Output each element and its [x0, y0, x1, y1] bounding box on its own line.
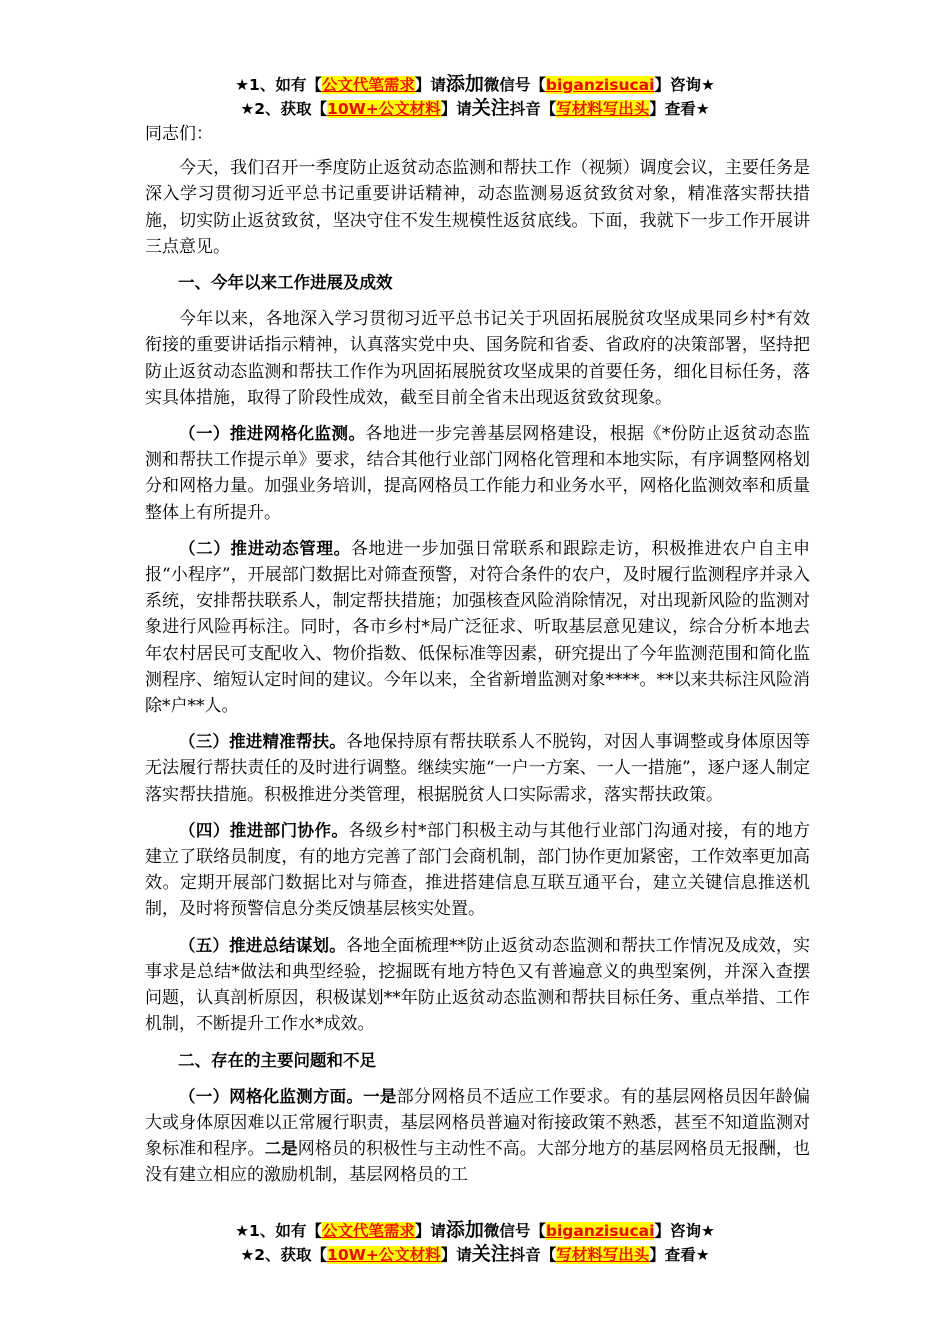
section-summary-planning: （五）推进总结谋划。各地全面梳理**防止返贫动态监测和帮扶工作情况及成效，实事求是总结*做法和典型经验，挖掘既有地方特色又有普遍意义的典型案例，并深入查摆问题，认真剖析原因，积极谋划**年防止返贫动态监测和帮扶目标任务、重点举措、工作机制，不断提升工作水*成效。 — [145, 935, 811, 1035]
heading-1: 一、今年以来工作进展及成效 — [178, 273, 393, 293]
paragraph-intro: 今天，我们召开一季度防止返贫动态监测和帮扶工作（视频）调度会议，主要任务是深入学习贯彻习近平总书记重要讲话精神，动态监测易返贫致贫对象，精准落实帮扶措施，切实防止返贫致贫，坚决守住不发生规模性返贫底线。下面，我就下一步工作开展讲三点意见。 — [145, 158, 810, 257]
greeting: 同志们： — [145, 124, 213, 144]
bottom-banner-line-2: ★2、获取【10W+公文材料】请关注抖音【写材料写出头】查看★ — [240, 1243, 710, 1265]
section-department-cooperation: （四）推进部门协作。各级乡村*部门积极主动与其他行业部门沟通对接，有的地方建立了联络员制度，有的地方完善了部门会商机制，部门协作更加紧密，工作效率更加高效。定期开展部门数据比对与筛查，推进搭建信息互联互通平台，建立关键信息推送机制，及时将预警信息分类反馈基层核实处置。 — [145, 820, 811, 920]
top-banner-line-2: ★2、获取【10W+公文材料】请关注抖音【写材料写出头】查看★ — [240, 97, 710, 119]
section-precise-assistance: （三）推进精准帮扶。各地保持原有帮扶联系人不脱钩，对因人事调整或身体原因等无法履行帮扶责任的及时进行调整。继续实施“一户一方案、一人一措施”，逐户逐人制定落实帮扶措施。积极推进分类管理，根据脱贫人口实际需求，落实帮扶政策。 — [145, 732, 811, 805]
paragraph-progress: 今年以来，各地深入学习贯彻习近平总书记关于巩固拓展脱贫攻坚成果同乡村*有效衔接的重要讲话指示精神，认真落实党中央、国务院和省委、省政府的决策部署，坚持把防止返贫动态监测和帮扶工作作为巩固拓展脱贫攻坚成果的首要任务，细化目标任务，落实具体措施，取得了阶段性成效，截至目前全省未出现返贫致贫现象。 — [145, 309, 810, 408]
heading-2: 二、存在的主要问题和不足 — [178, 1050, 376, 1070]
section-grid-monitoring: （一）推进网格化监测。各地进一步完善基层网格建设，根据《*份防止返贫动态监测和帮扶工作提示单》要求，结合其他行业部门网格化管理和本地实际，有序调整网格划分和网格力量。加强业务培训，提高网格员工作能力和业务水平，网格化监测效率和质量整体上有所提升。 — [145, 424, 811, 523]
section-dynamic-management: （二）推进动态管理。各地进一步加强日常联系和跟踪走访，积极推进农户自主申报“小程序”，开展部门数据比对筛查预警，对符合条件的农户，及时履行监测程序并录入系统，安排帮扶联系人，制定帮扶措施；加强核查风险消除情况，对出现新风险的监测对象进行风险再标注。同时，各市乡村*局广泛征求、听取基层意见建议，综合分析本地去年农村居民可支配收入、物价指数、低保标准等因素，研究提出了今年监测范围和简化监测程序、缩短认定时间的建议。今年以来，全省新增监测对象****。**以来共标注风险消除*户**人。 — [145, 538, 811, 717]
section-grid-problems: （一）网格化监测方面。一是部分网格员不适应工作要求。有的基层网格员因年龄偏大或身体原因难以正常履行职责，基层网格员普遍对衔接政策不熟悉，甚至不知道监测对象标准和程序。二是网格员的积极性与主动性不高。大部分地方的基层网格员无报酬，也没有建立相应的激励机制，基层网格员的工 — [145, 1086, 811, 1186]
bottom-banner-line-1: ★1、如有【公文代笔需求】请添加微信号【biganzisucai】咨询★ — [235, 1219, 715, 1241]
top-banner-line-1: ★1、如有【公文代笔需求】请添加微信号【biganzisucai】咨询★ — [235, 73, 715, 95]
document-body — [145, 121, 810, 1199]
